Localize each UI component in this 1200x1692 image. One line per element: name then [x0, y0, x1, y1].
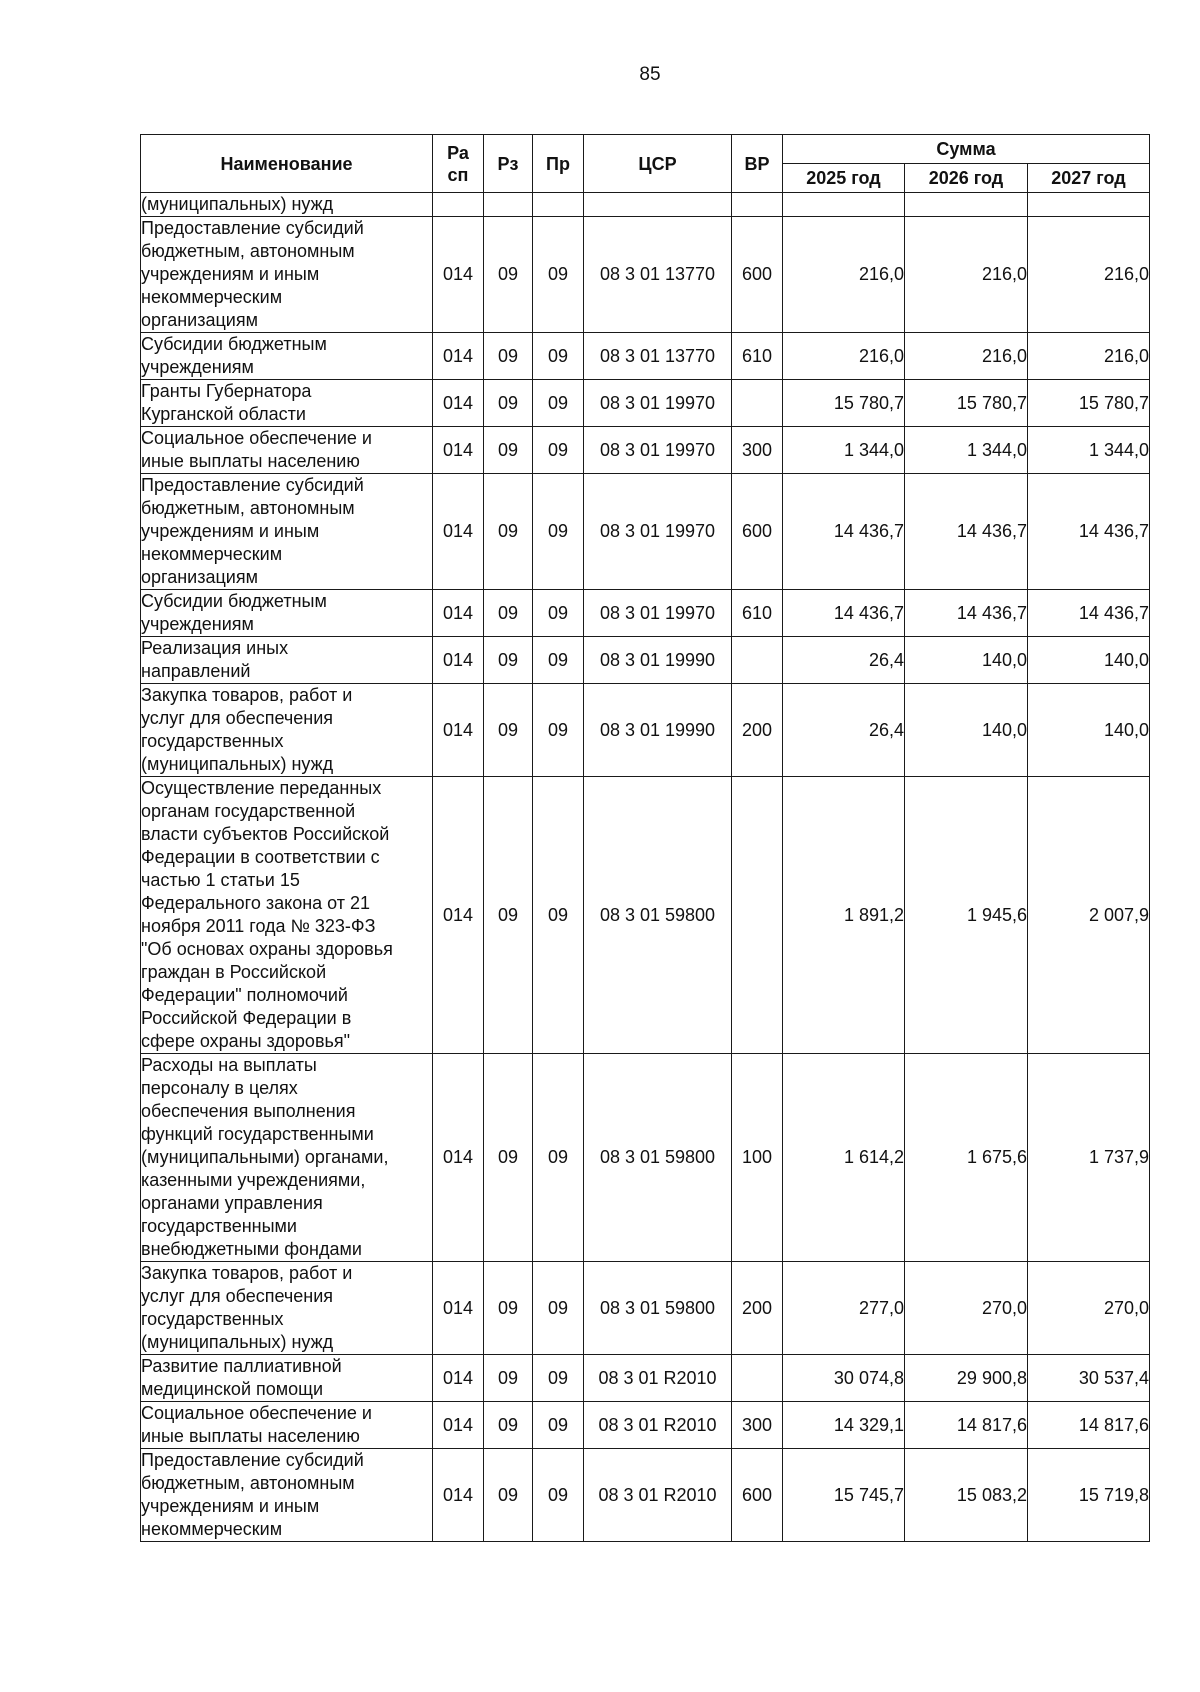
cell-csr: 08 3 01 19970	[584, 427, 732, 474]
cell-vr: 100	[732, 1054, 783, 1262]
cell-pr: 09	[533, 1262, 584, 1355]
cell-rz: 09	[484, 1262, 533, 1355]
cell-rasp: 014	[433, 217, 484, 333]
cell-rasp: 014	[433, 1449, 484, 1542]
cell-amount-2025: 15 780,7	[783, 380, 905, 427]
table-row	[141, 380, 1150, 427]
table-row	[141, 427, 1150, 474]
table-row	[141, 333, 1150, 380]
cell-rz: 09	[484, 777, 533, 1054]
cell-amount-2027: 14 436,7	[1028, 590, 1150, 637]
cell-amount-2027: 14 817,6	[1028, 1402, 1150, 1449]
cell-name: Предоставление субсидий бюджетным, автономным учреждениям и иным некоммерческим организациям	[141, 474, 433, 590]
cell-vr: 300	[732, 1402, 783, 1449]
cell-csr: 08 3 01 13770	[584, 217, 732, 333]
cell-amount-2025: 14 436,7	[783, 590, 905, 637]
table-row	[141, 1262, 1150, 1355]
cell-amount-2025: 14 436,7	[783, 474, 905, 590]
cell-amount-2027: 15 719,8	[1028, 1449, 1150, 1542]
cell-name: Предоставление субсидий бюджетным, автономным учреждениям и иным некоммерческим организациям	[141, 217, 433, 333]
header-csr: ЦСР	[584, 135, 732, 193]
cell-amount-2027: 270,0	[1028, 1262, 1150, 1355]
cell-name: Субсидии бюджетным учреждениям	[141, 333, 433, 380]
cell-amount-2025: 15 745,7	[783, 1449, 905, 1542]
cell-pr	[533, 193, 584, 217]
cell-csr: 08 3 01 59800	[584, 1262, 732, 1355]
cell-csr: 08 3 01 R2010	[584, 1402, 732, 1449]
cell-rasp: 014	[433, 777, 484, 1054]
cell-pr: 09	[533, 217, 584, 333]
table-row	[141, 1355, 1150, 1402]
cell-rz: 09	[484, 1355, 533, 1402]
cell-pr: 09	[533, 427, 584, 474]
cell-amount-2026: 140,0	[905, 684, 1028, 777]
cell-rasp: 014	[433, 1402, 484, 1449]
header-year-2026: 2026 год	[905, 164, 1028, 193]
table-row	[141, 590, 1150, 637]
cell-rasp: 014	[433, 427, 484, 474]
cell-amount-2025: 216,0	[783, 217, 905, 333]
cell-rasp: 014	[433, 684, 484, 777]
cell-name: Социальное обеспечение и иные выплаты населению	[141, 1402, 433, 1449]
cell-pr: 09	[533, 474, 584, 590]
table-row	[141, 193, 1150, 217]
cell-rz: 09	[484, 380, 533, 427]
cell-pr: 09	[533, 333, 584, 380]
cell-rz: 09	[484, 427, 533, 474]
cell-amount-2026: 1 675,6	[905, 1054, 1028, 1262]
cell-rz: 09	[484, 474, 533, 590]
table-row	[141, 217, 1150, 333]
cell-csr: 08 3 01 19970	[584, 590, 732, 637]
cell-rz: 09	[484, 1449, 533, 1542]
cell-rz: 09	[484, 637, 533, 684]
cell-csr	[584, 193, 732, 217]
cell-rasp: 014	[433, 1262, 484, 1355]
cell-name: Осуществление переданных органам государственной власти субъектов Российской Федерации в соответствии с частью 1 статьи 15 Федерального закона от 21 ноября 2011 года № 323-ФЗ "Об основах охраны здоровья граждан в Российской Федерации" полномочий Российской Федерации в сфере охраны здоровья"	[141, 777, 433, 1054]
cell-amount-2026: 1 344,0	[905, 427, 1028, 474]
cell-csr: 08 3 01 19970	[584, 380, 732, 427]
header-name: Наименование	[141, 135, 433, 193]
cell-csr: 08 3 01 R2010	[584, 1355, 732, 1402]
cell-name: Закупка товаров, работ и услуг для обеспечения государственных (муниципальных) нужд	[141, 1262, 433, 1355]
cell-amount-2025: 277,0	[783, 1262, 905, 1355]
cell-vr: 600	[732, 217, 783, 333]
cell-pr: 09	[533, 1355, 584, 1402]
cell-amount-2025: 30 074,8	[783, 1355, 905, 1402]
cell-vr: 600	[732, 474, 783, 590]
cell-name: Развитие паллиативной медицинской помощи	[141, 1355, 433, 1402]
header-sum: Сумма	[783, 135, 1150, 164]
cell-pr: 09	[533, 590, 584, 637]
cell-vr	[732, 1355, 783, 1402]
cell-name: Социальное обеспечение и иные выплаты населению	[141, 427, 433, 474]
cell-amount-2025: 1 614,2	[783, 1054, 905, 1262]
cell-amount-2027: 14 436,7	[1028, 474, 1150, 590]
table-row	[141, 637, 1150, 684]
cell-name: (муниципальных) нужд	[141, 193, 433, 217]
cell-amount-2025: 14 329,1	[783, 1402, 905, 1449]
cell-amount-2027: 1 737,9	[1028, 1054, 1150, 1262]
cell-csr: 08 3 01 R2010	[584, 1449, 732, 1542]
cell-vr: 200	[732, 1262, 783, 1355]
cell-pr: 09	[533, 637, 584, 684]
cell-csr: 08 3 01 59800	[584, 1054, 732, 1262]
cell-amount-2025	[783, 193, 905, 217]
table-row	[141, 1449, 1150, 1542]
cell-vr: 610	[732, 333, 783, 380]
header-rz: Рз	[484, 135, 533, 193]
cell-amount-2026: 29 900,8	[905, 1355, 1028, 1402]
cell-pr: 09	[533, 380, 584, 427]
cell-vr: 600	[732, 1449, 783, 1542]
cell-amount-2027: 1 344,0	[1028, 427, 1150, 474]
cell-rz: 09	[484, 333, 533, 380]
cell-amount-2026: 14 817,6	[905, 1402, 1028, 1449]
cell-rz: 09	[484, 217, 533, 333]
cell-amount-2027	[1028, 193, 1150, 217]
budget-table	[140, 134, 1150, 1542]
cell-vr: 300	[732, 427, 783, 474]
cell-vr: 610	[732, 590, 783, 637]
header-rasp: Ра сп	[433, 135, 484, 193]
cell-pr: 09	[533, 1402, 584, 1449]
cell-name: Расходы на выплаты персоналу в целях обеспечения выполнения функций государственными (муниципальными) органами, казенными учреждениями, органами управления государственными внебюджетными фондами	[141, 1054, 433, 1262]
cell-vr	[732, 637, 783, 684]
cell-rasp	[433, 193, 484, 217]
cell-pr: 09	[533, 777, 584, 1054]
cell-amount-2025: 1 344,0	[783, 427, 905, 474]
cell-vr	[732, 777, 783, 1054]
cell-amount-2026: 216,0	[905, 333, 1028, 380]
page-number: 85	[639, 64, 661, 85]
cell-vr	[732, 380, 783, 427]
cell-amount-2026: 270,0	[905, 1262, 1028, 1355]
table-row	[141, 777, 1150, 1054]
table-body	[141, 193, 1150, 1542]
table-row	[141, 474, 1150, 590]
cell-amount-2026: 14 436,7	[905, 590, 1028, 637]
cell-amount-2026	[905, 193, 1028, 217]
table-row	[141, 684, 1150, 777]
table-row	[141, 1402, 1150, 1449]
cell-name: Закупка товаров, работ и услуг для обеспечения государственных (муниципальных) нужд	[141, 684, 433, 777]
cell-vr	[732, 193, 783, 217]
cell-amount-2027: 15 780,7	[1028, 380, 1150, 427]
cell-amount-2026: 140,0	[905, 637, 1028, 684]
cell-amount-2027: 140,0	[1028, 684, 1150, 777]
cell-pr: 09	[533, 684, 584, 777]
table-row	[141, 1054, 1150, 1262]
cell-csr: 08 3 01 19990	[584, 684, 732, 777]
cell-amount-2027: 216,0	[1028, 333, 1150, 380]
cell-amount-2026: 15 083,2	[905, 1449, 1028, 1542]
header-pr: Пр	[533, 135, 584, 193]
cell-name: Гранты Губернатора Курганской области	[141, 380, 433, 427]
cell-pr: 09	[533, 1449, 584, 1542]
header-year-2027: 2027 год	[1028, 164, 1150, 193]
cell-amount-2025: 1 891,2	[783, 777, 905, 1054]
cell-rz: 09	[484, 590, 533, 637]
cell-csr: 08 3 01 19970	[584, 474, 732, 590]
cell-amount-2027: 216,0	[1028, 217, 1150, 333]
cell-amount-2026: 15 780,7	[905, 380, 1028, 427]
cell-amount-2027: 2 007,9	[1028, 777, 1150, 1054]
header-year-2025: 2025 год	[783, 164, 905, 193]
cell-csr: 08 3 01 13770	[584, 333, 732, 380]
cell-name: Предоставление субсидий бюджетным, автономным учреждениям и иным некоммерческим	[141, 1449, 433, 1542]
cell-csr: 08 3 01 19990	[584, 637, 732, 684]
cell-rz	[484, 193, 533, 217]
cell-amount-2025: 26,4	[783, 637, 905, 684]
cell-amount-2027: 140,0	[1028, 637, 1150, 684]
cell-rz: 09	[484, 1054, 533, 1262]
cell-rasp: 014	[433, 1054, 484, 1262]
cell-amount-2025: 26,4	[783, 684, 905, 777]
cell-amount-2026: 1 945,6	[905, 777, 1028, 1054]
cell-rz: 09	[484, 1402, 533, 1449]
cell-rasp: 014	[433, 333, 484, 380]
cell-pr: 09	[533, 1054, 584, 1262]
cell-rasp: 014	[433, 590, 484, 637]
cell-amount-2025: 216,0	[783, 333, 905, 380]
cell-vr: 200	[732, 684, 783, 777]
cell-rasp: 014	[433, 380, 484, 427]
cell-csr: 08 3 01 59800	[584, 777, 732, 1054]
cell-amount-2027: 30 537,4	[1028, 1355, 1150, 1402]
cell-name: Субсидии бюджетным учреждениям	[141, 590, 433, 637]
cell-rz: 09	[484, 684, 533, 777]
cell-rasp: 014	[433, 474, 484, 590]
cell-amount-2026: 14 436,7	[905, 474, 1028, 590]
cell-rasp: 014	[433, 637, 484, 684]
cell-rasp: 014	[433, 1355, 484, 1402]
header-vr: ВР	[732, 135, 783, 193]
cell-amount-2026: 216,0	[905, 217, 1028, 333]
cell-name: Реализация иных направлений	[141, 637, 433, 684]
